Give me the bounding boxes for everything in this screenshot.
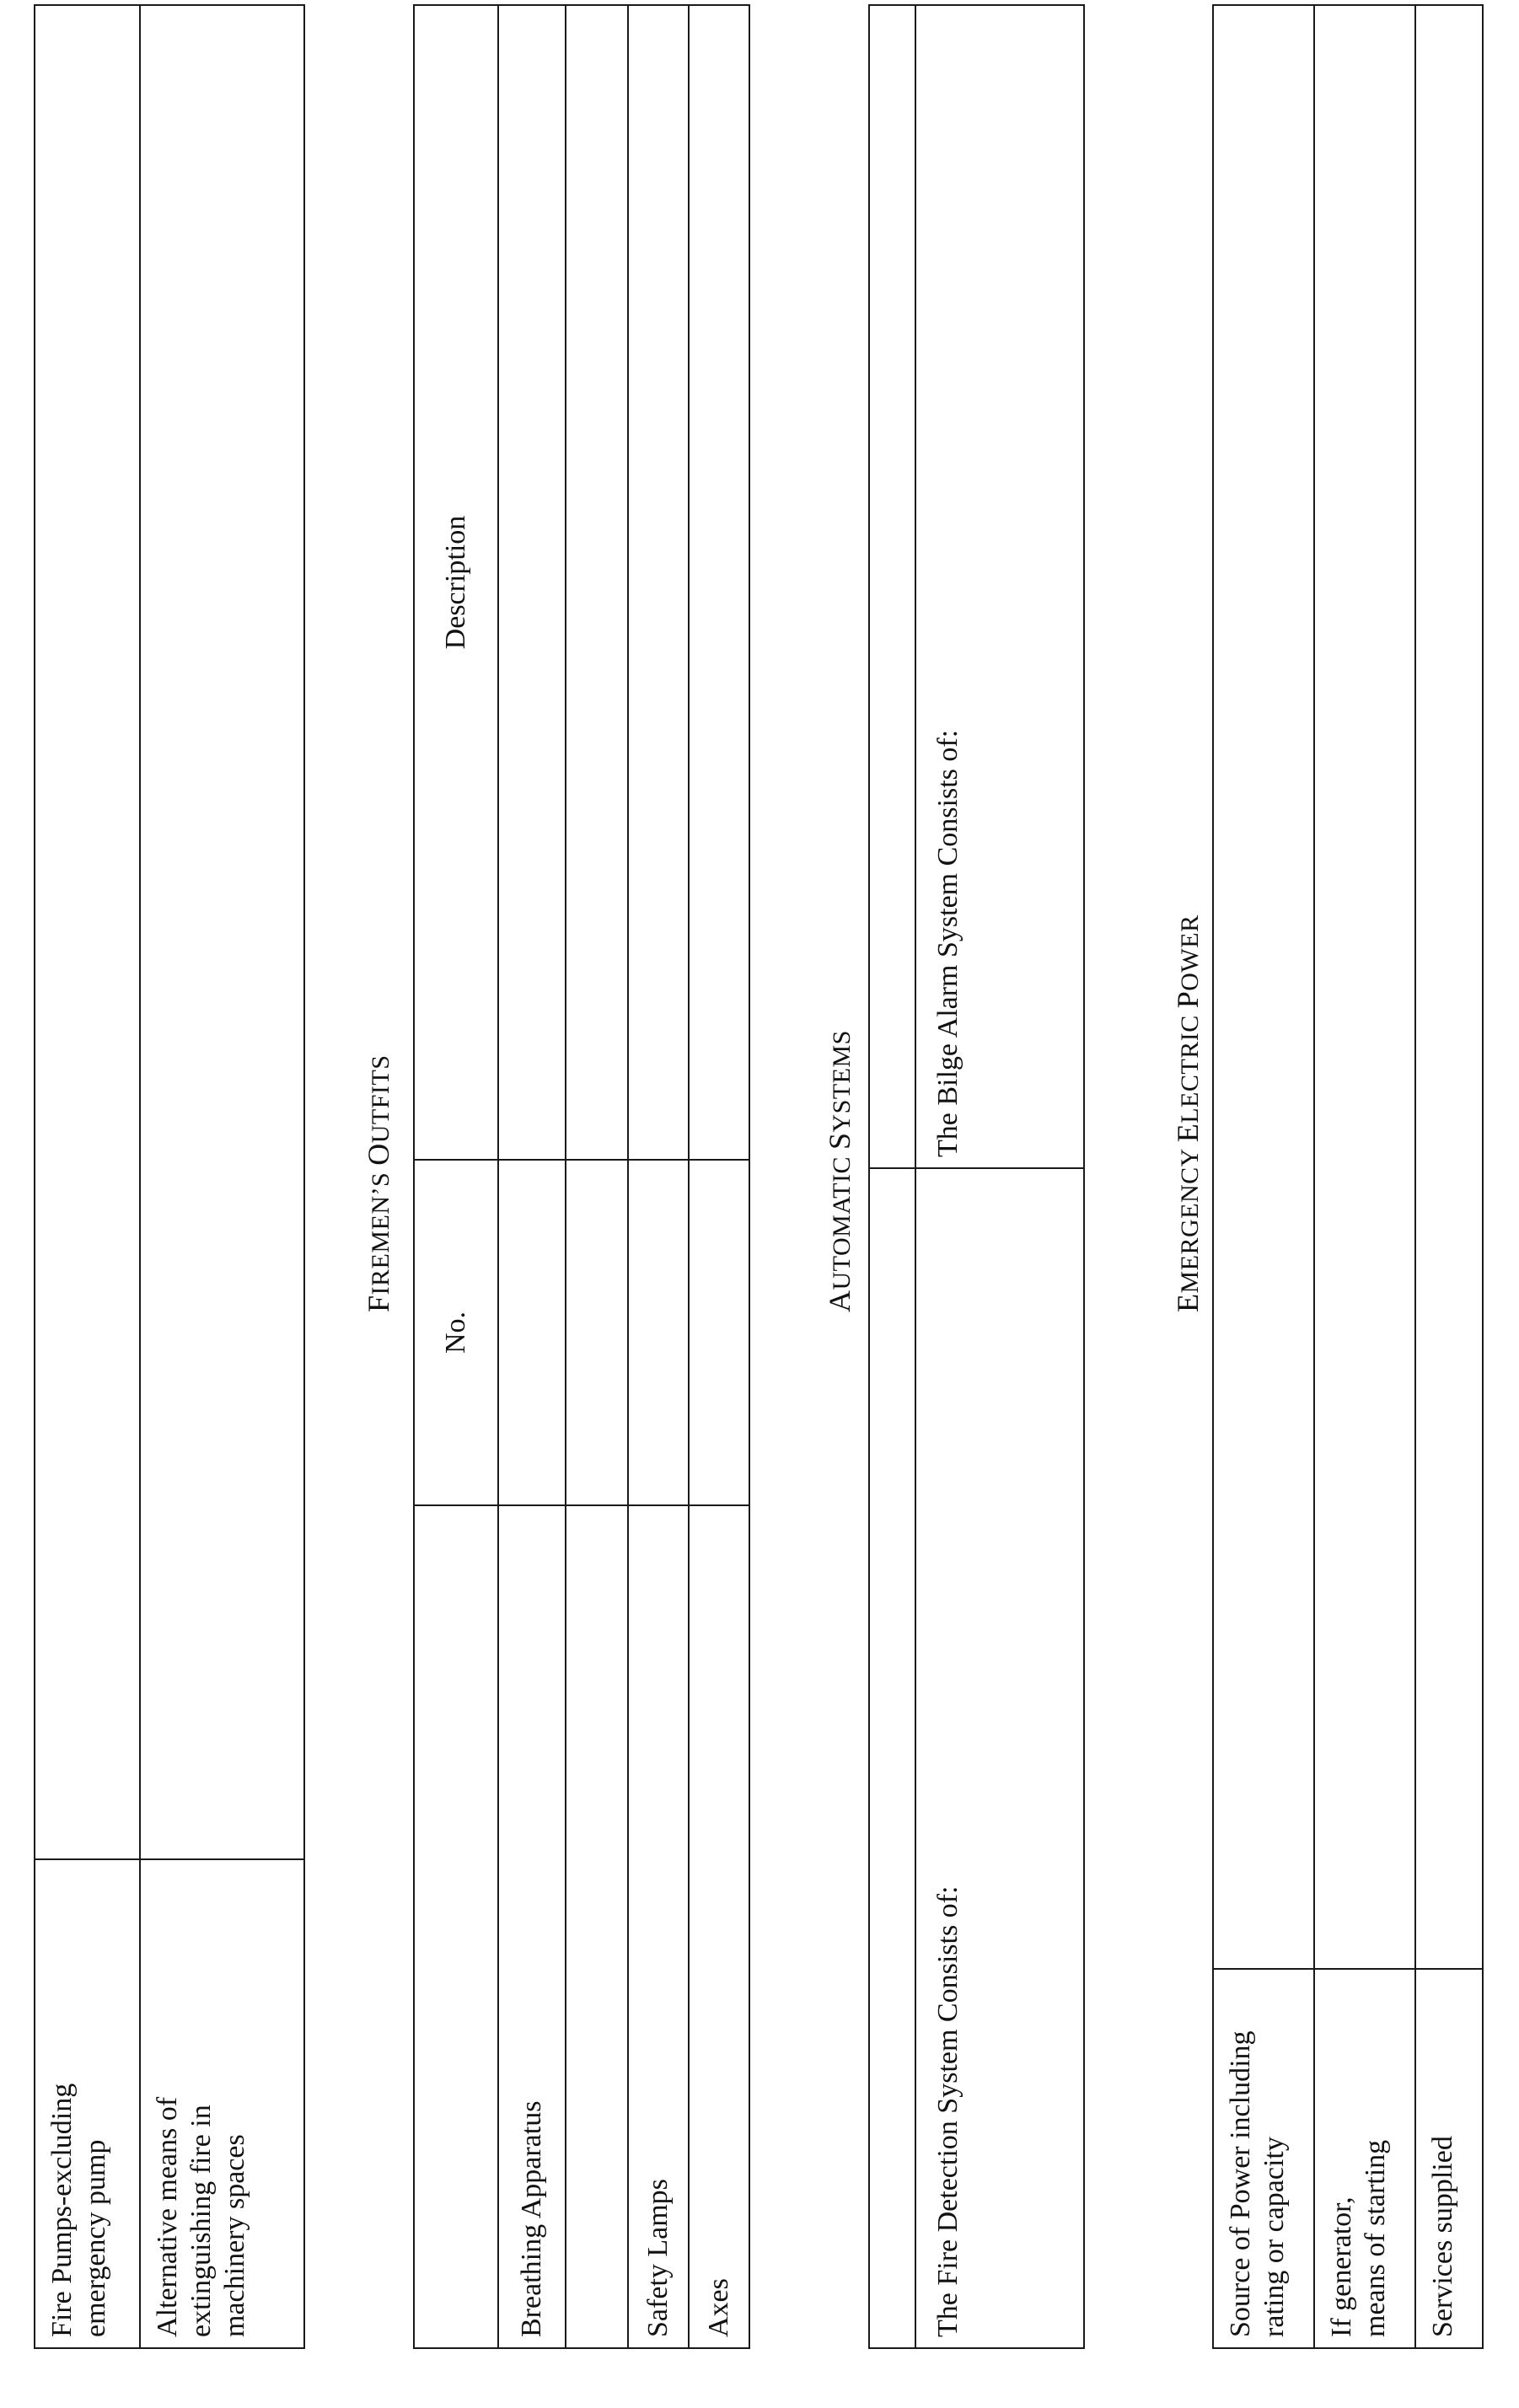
table-row (1415, 5, 1483, 2348)
alternative-means-label: Alternative means of extinguishing fire in machinery spaces (140, 1859, 304, 2348)
table-row (915, 5, 1084, 2348)
item-axes: Axes (689, 1505, 749, 2348)
header-description: Description (414, 5, 498, 1160)
emergency-power-table (1212, 4, 1484, 2349)
table-row (566, 5, 628, 2348)
firemens-outfits-title: FIREMEN’S OUTFITS (362, 1054, 395, 1312)
fire-pumps-value (35, 5, 140, 1859)
bilge-alarm-label: The Bilge Alarm System Consists of: (915, 5, 1084, 1168)
item-breathing-apparatus: Breathing Apparatus (498, 1505, 566, 2348)
table-row (140, 5, 304, 2348)
services-supplied-label: Services supplied (1415, 1969, 1483, 2348)
alternative-means-value (140, 5, 304, 1859)
source-of-power-label: Source of Power including rating or capacity (1213, 1969, 1314, 2348)
if-generator-label: If generator, means of starting (1314, 1969, 1415, 2348)
table-row (414, 5, 498, 2348)
header-no: No. (414, 1160, 498, 1505)
emergency-electric-power-title: EMERGENCY ELECTRIC POWER (1171, 914, 1205, 1312)
table-row (1213, 5, 1314, 2348)
table-row (35, 5, 140, 2348)
automatic-systems-title: AUTOMATIC SYSTEMS (823, 1030, 856, 1312)
table-row (869, 5, 915, 2348)
automatic-systems-table (868, 4, 1085, 2349)
table-row (689, 5, 749, 2348)
firemens-outfits-table (413, 4, 750, 2349)
table-row (628, 5, 689, 2348)
item-safety-lamps: Safety Lamps (628, 1505, 689, 2348)
fire-detection-label: The Fire Detection System Consists of: (915, 1168, 1084, 2348)
table-row (498, 5, 566, 2348)
fire-pumps-table (34, 4, 305, 2349)
header-blank-cell (414, 1505, 498, 2348)
table-row (1314, 5, 1415, 2348)
fire-pumps-label: Fire Pumps-excluding emergency pump (35, 1859, 140, 2348)
